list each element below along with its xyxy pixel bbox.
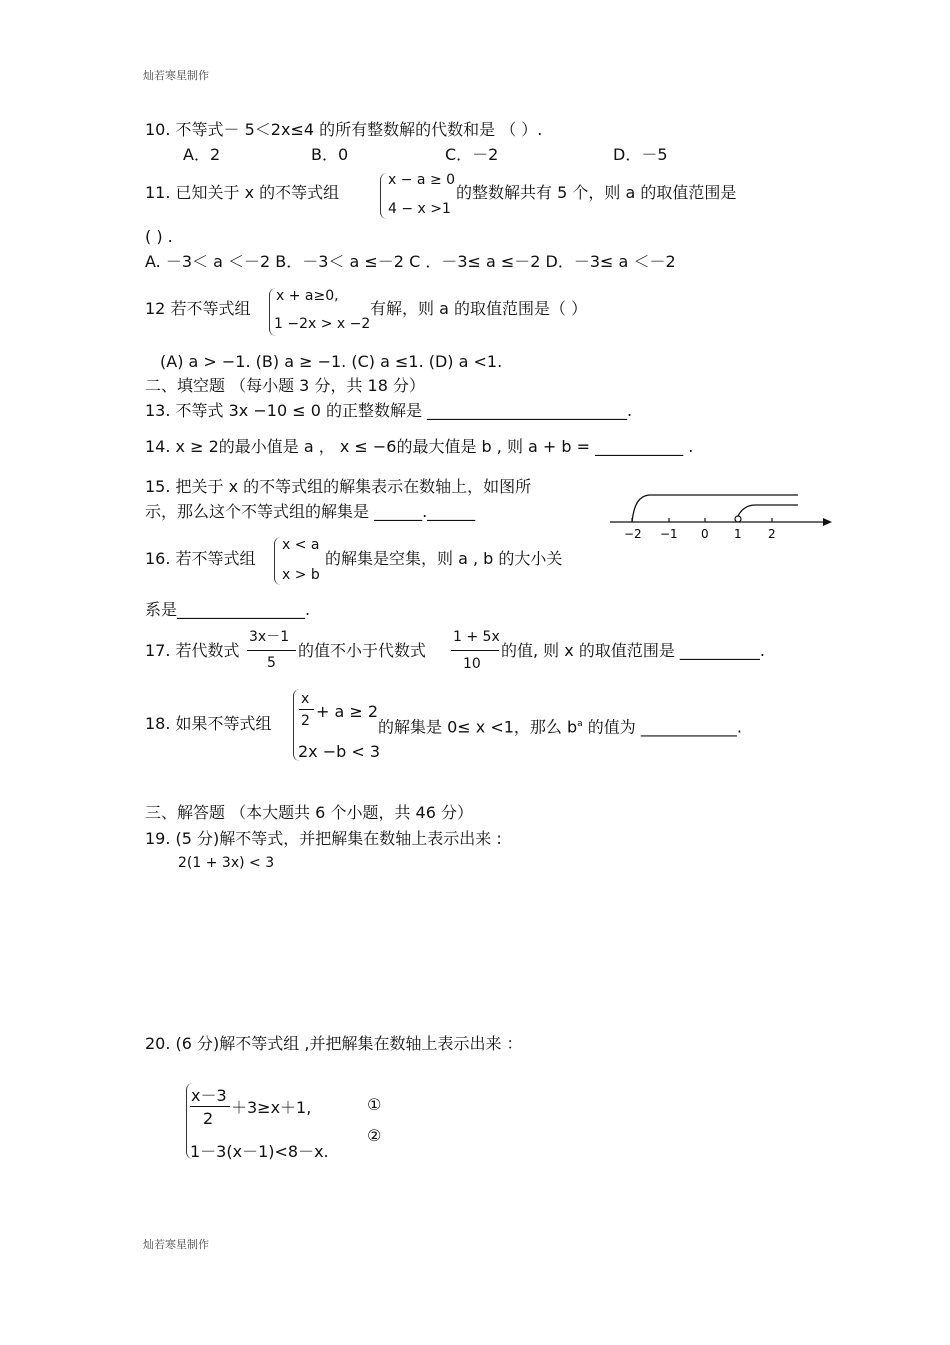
section-3-heading: 三、解答题 （本大题共 6 个小题，共 46 分）: [145, 803, 473, 822]
q20-inequality-2: 1－3(x－1)<8－x.: [190, 1142, 329, 1161]
q17-fraction-2-numerator: 1 + 5x: [453, 629, 500, 645]
q19-expression: 2(1 + 3x) < 3: [178, 855, 275, 871]
q12-inequality-2: 1 −2x > x −2: [274, 316, 371, 332]
q11-answer-paren: ( ) .: [145, 227, 173, 246]
q17-fraction-2-denominator: 10: [463, 656, 481, 672]
q17-fraction-1-numerator: 3x－1: [249, 629, 290, 645]
q18-stem-continued: [378, 714, 742, 737]
q12-stem-continued: 有解，则 a 的取值范围是（ ）: [370, 299, 588, 318]
tick-label-minus-1: −1: [660, 527, 678, 541]
q11-inequality-2: 4 − x >1: [388, 201, 451, 217]
number-line-figure: [605, 488, 835, 546]
q11-inequality-1: x − a ≥ 0: [388, 172, 456, 188]
q11-options: A. －3＜ a ＜－2 B．－3＜ a ≤－2 C ．－3≤ a ≤－2 D．－3≤ a ＜－2: [145, 252, 676, 271]
q16-line-2: 系是________________.: [145, 600, 311, 619]
q17-fraction-1-bar: [247, 650, 296, 651]
solution-range-from-1: [738, 505, 798, 516]
q10-stem: 10. 不等式－ 5＜2x≤4 的所有整数解的代数和是 （ ）.: [145, 120, 543, 139]
q11-stem: 11. 已知关于 x 的不等式组: [145, 183, 340, 202]
q17-fraction-2-bar: [451, 650, 499, 651]
page-footer: 灿若寒星制作: [143, 1238, 209, 1251]
q12-stem: 12 若不等式组: [145, 299, 251, 318]
q18-stem: 18. 如果不等式组: [145, 714, 272, 733]
tick-label-0: 0: [701, 527, 709, 541]
q17-fraction-1-denominator: 5: [267, 655, 276, 671]
q17-stem: 17. 若代数式: [145, 641, 240, 660]
q20-marker-1: ①: [367, 1095, 382, 1114]
q20-stem: 20. (6 分)解不等式组 ,并把解集在数轴上表示出来 ：: [145, 1034, 523, 1053]
q18-inequality-2: 2x −b < 3: [298, 742, 381, 761]
q10-option-d: D．－5: [613, 145, 668, 164]
q20-inequality-1-rest: ＋3≥x＋1,: [231, 1098, 312, 1117]
q16-stem-continued: 的解集是空集，则 a , b 的大小关: [325, 549, 563, 568]
tick-label-1: 1: [734, 527, 742, 541]
q11-stem-continued: 的整数解共有 5 个，则 a 的取值范围是: [456, 183, 737, 202]
q16-inequality-2: x > b: [282, 567, 320, 583]
q18-fraction-bar: [299, 709, 314, 710]
open-circle-at-1: [735, 516, 741, 522]
q16-system-brace: [274, 537, 281, 585]
q12-inequality-1: x + a≥0,: [276, 288, 339, 304]
q16-inequality-1: x < a: [282, 537, 320, 553]
q14: 14. x ≥ 2的最小值是 a ， x ≤ −6的最大值是 b , 则 a + b = ___________ .: [145, 437, 694, 456]
number-line-arrow-icon: [823, 518, 832, 526]
q10-option-b: B．0: [311, 145, 349, 164]
q10-option-c: C．－2: [445, 145, 499, 164]
q18-fraction-denominator: 2: [301, 713, 310, 729]
q20-marker-2: ②: [367, 1126, 382, 1145]
q18-text-after-exponent: 的值为 ____________.: [582, 717, 742, 737]
q19-stem: 19. (5 分)解不等式，并把解集在数轴上表示出来 :: [145, 829, 502, 848]
q16-stem: 16. 若不等式组: [145, 549, 256, 568]
tick-label-minus-2: −2: [624, 527, 642, 541]
q17-stem-continued: 的值, 则 x 的取值范围是 __________.: [501, 641, 765, 660]
q18-inequality-1-rest: + a ≥ 2: [316, 702, 379, 721]
q20-fraction-denominator: 2: [203, 1109, 214, 1128]
q20-fraction-bar: [190, 1106, 230, 1107]
section-2-heading: 二、填空题 （每小题 3 分，共 18 分）: [145, 376, 425, 395]
q20-fraction-numerator: x－3: [191, 1086, 227, 1105]
q10-option-a: A．2: [183, 145, 221, 164]
page-header: 灿若寒星制作: [143, 69, 209, 82]
q18-text-before-exponent: 的解集是 0≤ x <1，那么 b: [378, 717, 578, 737]
q18-exponent: a: [577, 719, 583, 729]
tick-label-2: 2: [768, 527, 776, 541]
solution-range-from-minus-2: [632, 495, 798, 522]
q12-options: (A) a > −1. (B) a ≥ −1. (C) a ≤1. (D) a <1.: [160, 352, 503, 371]
q18-fraction-numerator: x: [301, 691, 310, 707]
q17-stem-middle: 的值不小于代数式: [298, 641, 427, 660]
q13: 13. 不等式 3x −10 ≤ 0 的正整数解是 _________________________.: [145, 401, 633, 420]
q15-line-2: 示，那么这个不等式组的解集是 ______.______: [145, 502, 476, 521]
q15-line-1: 15. 把关于 x 的不等式组的解集表示在数轴上，如图所: [145, 477, 532, 496]
q11-system-brace: [380, 173, 387, 219]
